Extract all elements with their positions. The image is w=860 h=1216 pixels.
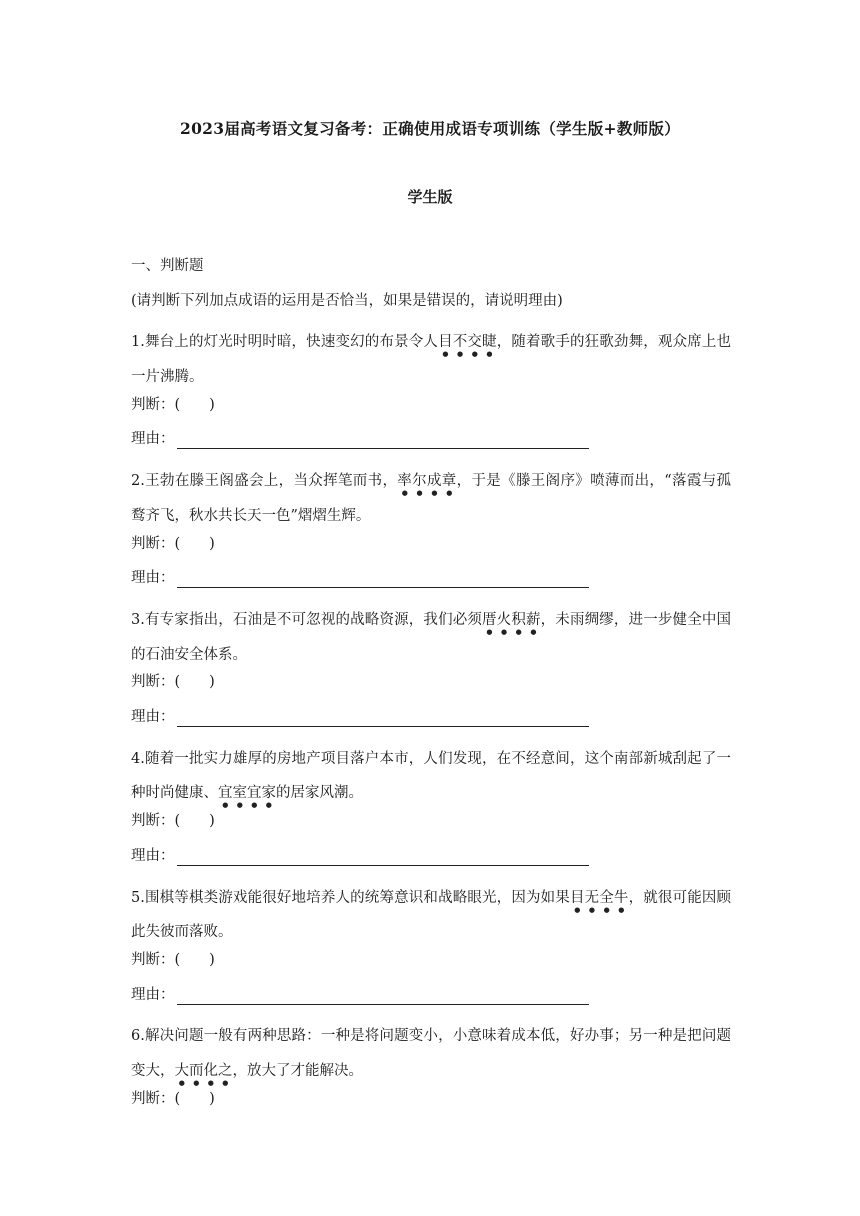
- judge-label: 判断：( ): [131, 396, 215, 413]
- reason-label: 理由：: [131, 986, 175, 1003]
- question-text-pre: 6.解决问题一般有两种思路：一种是将问题变小，小意味着成本低，好办事；另一种是把问题变大，: [131, 1028, 731, 1079]
- question-text-post: ，随着歌手的狂歌劲舞，观众席上也一片沸腾。: [131, 334, 732, 386]
- question-text: [131, 1019, 731, 1088]
- judge-line: [131, 672, 731, 707]
- question-item: [131, 742, 731, 881]
- question-item: [131, 325, 731, 464]
- reason-line: [131, 429, 731, 464]
- question-text-pre: 1.舞台上的灯光时明时暗，快速变幻的布景令人: [131, 334, 439, 351]
- question-text-post: ，就很可能因顾此失彼而落败。: [131, 889, 732, 941]
- reason-label: 理由：: [131, 709, 175, 726]
- reason-label: 理由：: [131, 431, 175, 448]
- reason-label: 理由：: [131, 847, 175, 864]
- question-text-pre: 3.有专家指出，石油是不可忽视的战略资源，我们必须: [131, 611, 483, 628]
- reason-answer-blank[interactable]: [177, 432, 589, 449]
- instruction-text: (请判断下列加点成语的运用是否恰当，如果是错误的，请说明理由): [131, 292, 563, 309]
- judge-line: [131, 395, 731, 430]
- question-text: [131, 742, 731, 811]
- reason-answer-blank[interactable]: [177, 571, 589, 588]
- question-item: [131, 603, 731, 742]
- reason-label: 理由：: [131, 570, 175, 587]
- question-text-post: ，于是《滕王阁序》喷薄而出，“落霞与孤鹜齐飞，秋水共长天一色”熠熠生辉。: [131, 473, 731, 524]
- section-heading: 一、判断题: [131, 258, 204, 274]
- question-text-pre: 4.随着一批实力雄厚的房地产项目落户本市，人们发现，在不经意间，这个南部新城刮起了一种时尚健康、: [131, 750, 731, 802]
- question-text: [131, 464, 731, 533]
- judge-label: 判断：( ): [131, 535, 215, 552]
- question-text-post: 的居家风潮。: [276, 785, 363, 802]
- question-item: [131, 464, 731, 603]
- document-title: 2023届高考语文复习备考：正确使用成语专项训练（学生版+教师版）: [179, 119, 681, 138]
- reason-answer-blank[interactable]: [177, 988, 589, 1005]
- reason-answer-blank[interactable]: [177, 710, 589, 727]
- reason-answer-blank[interactable]: [177, 849, 589, 866]
- reason-line: [131, 846, 731, 881]
- question-item: [131, 881, 731, 1020]
- judge-line: [131, 950, 731, 985]
- judge-line: [131, 811, 731, 846]
- question-text-post: ，未雨绸缪，进一步健全中国的石油安全体系。: [131, 611, 732, 663]
- idiom-emphasis: 率尔成章: [397, 473, 457, 490]
- idiom-emphasis: 厝火积薪: [482, 611, 541, 628]
- document-content: [131, 256, 731, 1123]
- idiom-emphasis: 大而化之: [174, 1062, 233, 1079]
- document-subtitle: 学生版: [407, 188, 453, 206]
- judge-line: [131, 534, 731, 569]
- reason-line: [131, 568, 731, 603]
- judge-label: 判断：( ): [131, 1090, 215, 1107]
- idiom-emphasis: 目不交睫: [438, 334, 497, 351]
- reason-line: [131, 707, 731, 742]
- judge-label: 判断：( ): [131, 813, 215, 830]
- question-text: [131, 603, 731, 672]
- question-text: [131, 325, 731, 394]
- judge-label: 判断：( ): [131, 674, 215, 691]
- judge-line: [131, 1089, 731, 1124]
- question-text-pre: 5.围棋等棋类游戏能很好地培养人的统筹意识和战略眼光，因为如果: [131, 889, 570, 906]
- idiom-emphasis: 目无全牛: [569, 889, 629, 906]
- question-text-pre: 2.王勃在滕王阁盛会上，当众挥笔而书，: [131, 473, 398, 490]
- question-text-post: ，放大了才能解决。: [232, 1062, 363, 1079]
- idiom-emphasis: 宜室宜家: [218, 785, 276, 802]
- question-text: [131, 881, 731, 950]
- judge-label: 判断：( ): [131, 951, 215, 968]
- question-item: [131, 1019, 731, 1123]
- reason-line: [131, 985, 731, 1020]
